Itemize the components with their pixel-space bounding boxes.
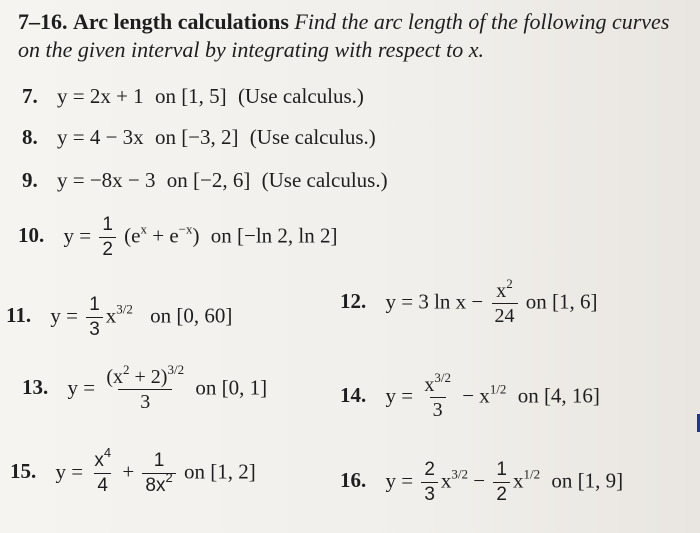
numerator: 1 xyxy=(153,450,165,471)
exponent: 1/2 xyxy=(523,466,541,482)
denominator: 3 xyxy=(118,389,172,413)
interval: on [−ln 2, ln 2] xyxy=(210,223,338,248)
exponent: 4 xyxy=(103,445,112,460)
fraction xyxy=(103,362,187,413)
numerator: x xyxy=(496,280,507,302)
interval: on [1, 2] xyxy=(183,459,256,484)
problem-12 xyxy=(340,276,598,327)
problem-number: 8. xyxy=(22,125,38,149)
problem-number: 7. xyxy=(22,84,38,108)
equation: y = 4 − 3x xyxy=(57,125,144,149)
variable: x xyxy=(512,468,524,493)
numerator: x xyxy=(94,450,104,471)
problem-14 xyxy=(340,370,600,421)
denominator: 8x xyxy=(145,475,166,496)
problem-number: 10. xyxy=(18,223,45,248)
fraction xyxy=(142,450,175,497)
equation: y = −8x − 3 xyxy=(57,168,156,192)
exponent: x xyxy=(140,221,147,237)
equation-lhs: y = xyxy=(67,375,96,400)
interval: on [0, 60] xyxy=(150,303,233,328)
heading-title: Arc length calculations xyxy=(73,9,289,34)
problem-number: 14. xyxy=(340,383,367,408)
numerator: 1 xyxy=(496,459,507,480)
numerator: x xyxy=(424,374,435,396)
expr-part: (e xyxy=(124,223,141,248)
equation-lhs: y = xyxy=(385,468,414,493)
fraction xyxy=(91,445,114,497)
denominator: 3 xyxy=(86,317,103,341)
fraction xyxy=(99,214,116,261)
problem-9 xyxy=(22,168,388,193)
note: (Use calculus.) xyxy=(261,168,388,192)
equation-lhs: y = xyxy=(55,459,84,484)
exponent: 3/2 xyxy=(116,301,133,317)
denominator: 24 xyxy=(492,303,518,327)
interval: on [−2, 6] xyxy=(166,168,251,192)
problem-number: 13. xyxy=(22,375,49,400)
denominator: 3 xyxy=(430,397,446,421)
interval: on [−3, 2] xyxy=(154,125,239,149)
equation-lhs: y = xyxy=(63,223,92,248)
exponent: 2 xyxy=(506,276,513,291)
exponent: 1/2 xyxy=(489,381,507,397)
fraction xyxy=(86,294,103,341)
problem-11 xyxy=(6,294,232,341)
problem-number: 11. xyxy=(6,303,32,328)
exponent: 3/2 xyxy=(451,466,469,482)
exponent: −x xyxy=(178,221,193,237)
variable: x xyxy=(440,468,452,493)
fraction xyxy=(492,276,518,327)
problem-8 xyxy=(22,125,376,150)
equation: y = 2x + 1 xyxy=(57,84,144,108)
exponent: 2 xyxy=(165,470,173,485)
numerator: 1 xyxy=(102,214,113,235)
operator: + xyxy=(122,459,135,484)
problem-number: 15. xyxy=(10,459,37,484)
equation-lhs: y = 3 ln x − xyxy=(385,289,484,314)
problem-number: 16. xyxy=(340,468,367,493)
problem-number: 12. xyxy=(340,289,367,314)
section-heading xyxy=(18,8,688,64)
heading-range: 7–16. xyxy=(18,9,68,34)
interval: on [1, 9] xyxy=(551,468,624,493)
interval: on [1, 6] xyxy=(525,289,598,314)
problem-13 xyxy=(22,362,268,413)
heading-description: Find the arc length of the following curves on the given interval by integrating with respect to x. xyxy=(18,9,670,62)
equation-lhs: y = xyxy=(50,303,78,328)
expr-part: + e xyxy=(147,223,179,248)
problem-15 xyxy=(10,445,256,497)
exponent: 3/2 xyxy=(167,362,185,377)
note: (Use calculus.) xyxy=(237,84,364,108)
denominator: 2 xyxy=(493,482,510,506)
denominator: 2 xyxy=(99,237,116,261)
numerator: 2 xyxy=(424,459,435,480)
fraction xyxy=(421,459,438,506)
denominator: 3 xyxy=(421,482,438,506)
operator: − xyxy=(473,468,486,493)
exponent: 3/2 xyxy=(434,370,451,385)
equation-lhs: y = xyxy=(385,383,414,408)
interval: on [0, 1] xyxy=(195,375,268,400)
interval: on [4, 16] xyxy=(517,383,600,408)
fraction xyxy=(421,370,454,421)
variable: x xyxy=(105,303,117,328)
denominator: 4 xyxy=(94,473,111,497)
problem-16 xyxy=(340,459,623,506)
numerator-part: + 2) xyxy=(129,366,168,388)
numerator-part: (x xyxy=(106,366,124,388)
interval: on [1, 5] xyxy=(154,84,227,108)
expr-part: − x xyxy=(462,383,490,408)
exponent: 2 xyxy=(123,362,130,377)
problem-number: 9. xyxy=(22,168,38,192)
note: (Use calculus.) xyxy=(249,125,376,149)
expr-part: ) xyxy=(192,223,200,248)
numerator: 1 xyxy=(89,294,100,315)
problem-10 xyxy=(18,214,338,261)
problem-7 xyxy=(22,84,364,109)
fraction xyxy=(493,459,510,506)
